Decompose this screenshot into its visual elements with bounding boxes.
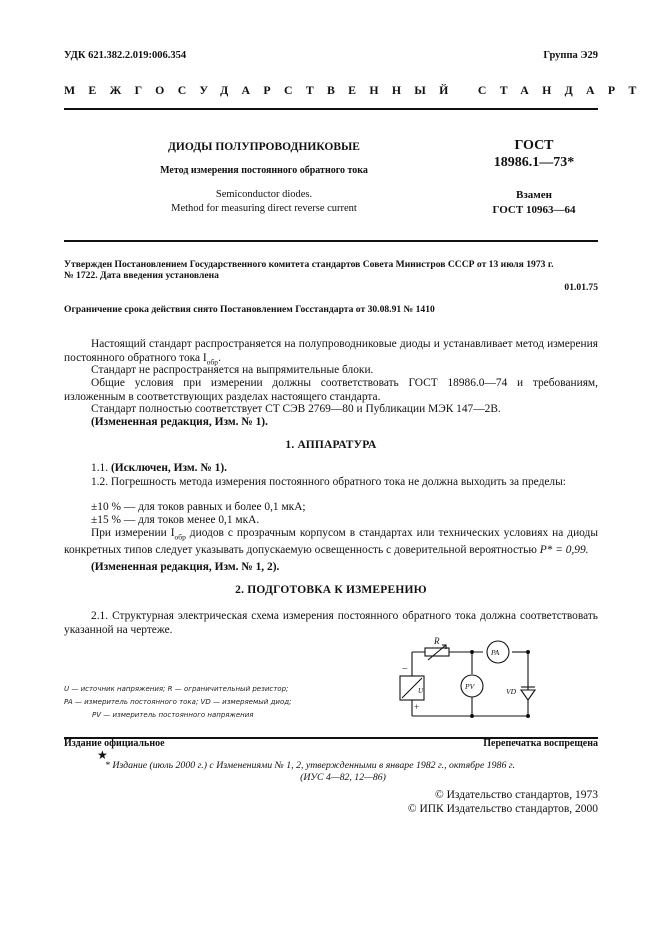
- label-vd: VD: [506, 687, 516, 696]
- copyright-2000: © ИПК Издательство стандартов, 2000: [407, 803, 598, 815]
- english-title-line1: Semiconductor diodes.: [215, 189, 313, 200]
- intro-paragraph-1: Настоящий стандарт распространяется на полупроводниковые диоды и устанавливает метод измерения постоянного обратного тока $I_{обр}$.: [64, 338, 598, 366]
- transparent-case-paragraph: При измерении $I_{обр}$ диодов с прозрачным корпусом в стандартах или технических условиях на диоды конкретных типов следует указывать допускаемую освещенность с доверительной вероятностью P* = 0,99.: [64, 527, 599, 556]
- reprint-prohibited: Перепечатка воспрещена: [483, 738, 598, 749]
- gost-number: 18986.1—73*: [493, 155, 575, 170]
- legend-line1: U — источник напряжения; R — ограничительный резистор;: [64, 685, 289, 693]
- label-pv: PV: [465, 682, 475, 691]
- approval-line2: № 1722. Дата введения установлена: [64, 270, 219, 281]
- tolerance-1: ±10 % — для токов равных и более 0,1 мкА;: [91, 501, 306, 513]
- label-plus: +: [414, 702, 420, 712]
- intro-paragraph-2: Стандарт не распространяется на выпрямительные блоки.: [91, 364, 374, 376]
- section2-heading: 2. ПОДГОТОВКА К ИЗМЕРЕНИЮ: [235, 584, 427, 596]
- document-subtitle: Метод измерения постоянного обратного тока: [160, 165, 368, 176]
- section1-heading: 1. АППАРАТУРА: [285, 439, 377, 451]
- udk-code: УДК 621.382.2.019:006.354: [64, 50, 187, 61]
- measurement-circuit-diagram: [380, 636, 580, 724]
- introduction-date: 01.01.75: [564, 282, 598, 293]
- copyright-1973: © Издательство стандартов, 1973: [434, 789, 598, 801]
- gost-label: ГОСТ: [514, 138, 554, 153]
- edition-note-line1: * Издание (июль 2000 г.) с Изменениями № 1, 2, утвержденными в январе 1982 г., октябре 1986 г.: [105, 760, 515, 771]
- group-code: Группа Э29: [543, 50, 598, 61]
- diode-symbol: [521, 690, 535, 700]
- header-rule: [64, 108, 598, 110]
- intro-paragraph-4: Стандарт полностью соответствует СТ СЭВ 2769—80 и Публикации МЭК 147—2В.: [91, 403, 501, 415]
- english-title-line2: Method for measuring direct reverse current: [171, 203, 357, 214]
- label-r: R: [434, 636, 440, 646]
- replaces-value: ГОСТ 10963—64: [492, 204, 576, 216]
- item-2-1: 2.1. Структурная электрическая схема измерения постоянного обратного тока должна соответствовать указанной на чертеже.: [64, 610, 598, 636]
- intro-amendment-note: (Измененная редакция, Изм. № 1).: [91, 416, 268, 428]
- limitation-note: Ограничение срока действия снято Постановлением Госстандарта от 30.08.91 № 1410: [64, 304, 435, 315]
- official-edition: Издание официальное: [64, 738, 165, 749]
- legend-line3: PV — измеритель постоянного напряжения: [92, 711, 254, 719]
- title-rule: [64, 240, 598, 242]
- item-1-1: 1.1. (Исключен, Изм. № 1).: [91, 462, 227, 474]
- interstate-standard-banner: МЕЖГОСУДАРСТВЕННЫЙ СТАНДАРТ: [64, 83, 650, 97]
- item-1-2: 1.2. Погрешность метода измерения постоянного обратного тока не должна выходить за пределы:: [91, 476, 566, 488]
- tolerance-2: ±15 % — для токов менее 0,1 мкА.: [91, 514, 260, 526]
- legend-line2: PA — измеритель постоянного тока; VD — измеряемый диод;: [64, 698, 292, 706]
- section1-amendment-note: (Измененная редакция, Изм. № 1, 2).: [91, 561, 280, 573]
- edition-note-line2: (ИУС 4—82, 12—86): [300, 772, 386, 783]
- approval-line1: Утвержден Постановлением Государственного комитета стандартов Совета Министров СССР от 13 июля 1973 г.: [64, 259, 554, 270]
- star-icon: ★: [97, 748, 108, 762]
- label-minus: −: [402, 664, 408, 675]
- intro-paragraph-3: Общие условия при измерении должны соответствовать ГОСТ 18986.0—74 и требованиям, изложенным в соответствующих разделах настоящего стандарта.: [64, 377, 598, 403]
- label-u: U: [418, 687, 424, 695]
- document-title: ДИОДЫ ПОЛУПРОВОДНИКОВЫЕ: [168, 141, 360, 153]
- label-pa: PA: [491, 648, 500, 657]
- replaces-label: Взамен: [516, 189, 552, 201]
